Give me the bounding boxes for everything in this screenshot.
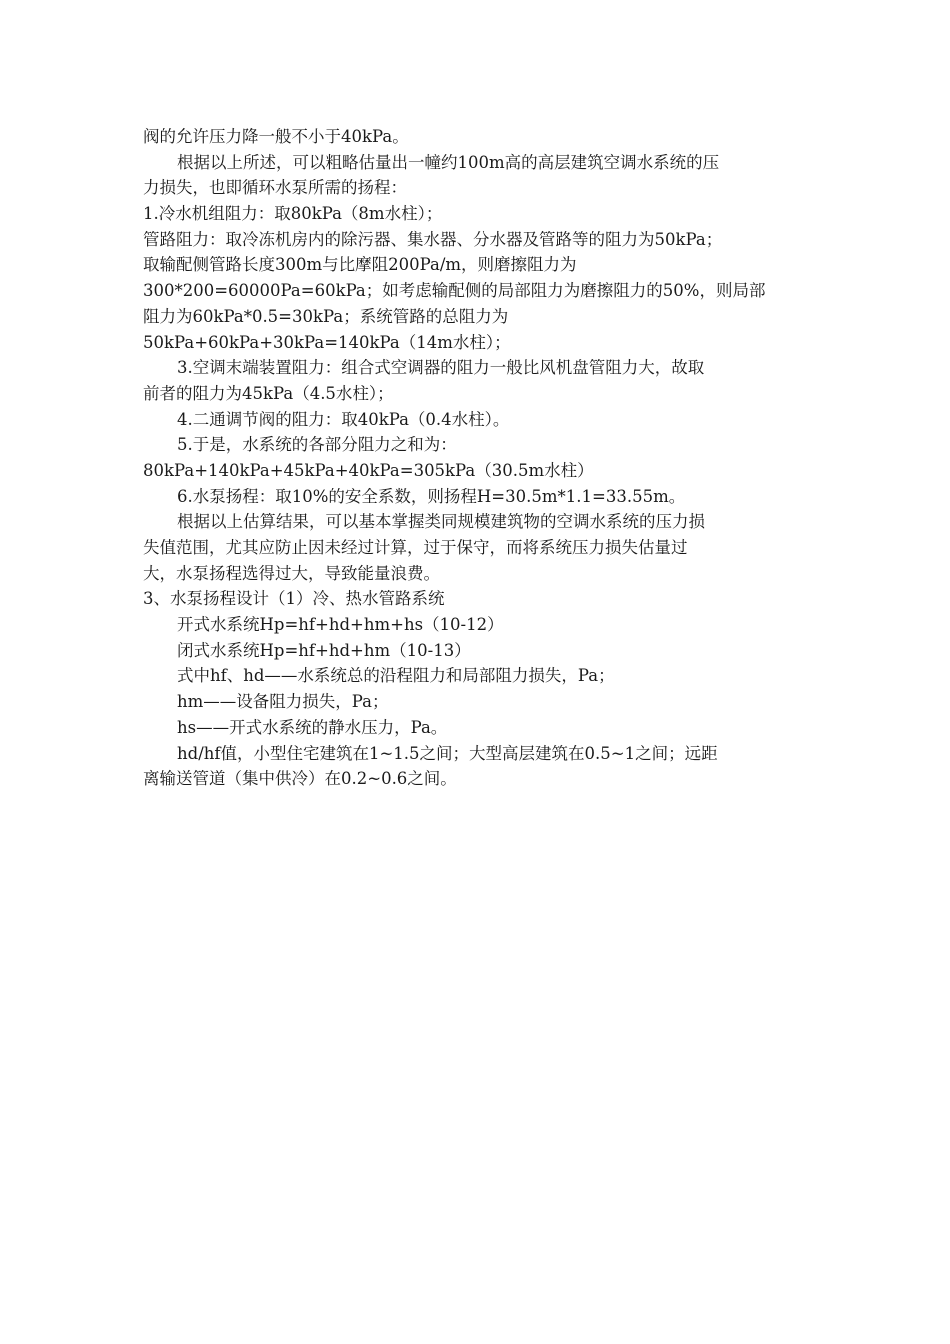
text-line: 1.冷水机组阻力：取80kPa（8m水柱）； (143, 204, 443, 224)
text-line: 根据以上所述，可以粗略估量出一幢约100m高的高层建筑空调水系统的压 (177, 152, 720, 172)
formula-line: 闭式水系统Hp=hf+hd+hm（10-13） (177, 640, 471, 660)
section-heading: 3、水泵扬程设计（1）冷、热水管路系统 (143, 589, 445, 609)
text-line: hm——设备阻力损失，Pa； (177, 692, 389, 712)
text-line: 4.二通调节阀的阻力：取40kPa（0.4水柱）。 (177, 409, 510, 429)
text-line: 50kPa+60kPa+30kPa=140kPa（14m水柱）； (143, 332, 511, 352)
text-line: 阻力为60kPa*0.5=30kPa；系统管路的总阻力为 (143, 306, 509, 326)
text-line: 管路阻力：取冷冻机房内的除污器、集水器、分水器及管路等的阻力为50kPa； (143, 229, 723, 249)
text-line: 离输送管道（集中供冷）在0.2~0.6之间。 (143, 769, 457, 789)
text-line: 3.空调末端装置阻力：组合式空调器的阻力一般比风机盘管阻力大，故取 (177, 358, 705, 378)
text-line: 80kPa+140kPa+45kPa+40kPa=305kPa（30.5m水柱） (143, 460, 594, 480)
text-line: 根据以上估算结果，可以基本掌握类同规模建筑物的空调水系统的压力损 (177, 512, 705, 532)
document-body (143, 124, 805, 792)
text-line: 失值范围，尤其应防止因未经过计算，过于保守，而将系统压力损失估量过 (143, 538, 688, 557)
text-line: 5.于是，水系统的各部分阻力之和为： (177, 435, 457, 455)
text-line: 6.水泵扬程：取10%的安全系数，则扬程H=30.5m*1.1=33.55m。 (177, 486, 686, 506)
text-line: 式中hf、hd——水系统总的沿程阻力和局部阻力损失，Pa； (177, 666, 615, 686)
formula-line: 开式水系统Hp=hf+hd+hm+hs（10-12） (177, 615, 504, 635)
text-line: 大，水泵扬程选得过大，导致能量浪费。 (143, 563, 440, 583)
text-line: 300*200=60000Pa=60kPa；如考虑输配侧的局部阻力为磨擦阻力的50%，则局部 (143, 281, 766, 301)
text-line: hd/hf值，小型住宅建筑在1~1.5之间；大型高层建筑在0.5~1之间；远距 (177, 743, 718, 763)
text-line: hs——开式水系统的静水压力，Pa。 (177, 717, 448, 737)
text-line: 阀的允许压力降一般不小于40kPa。 (143, 127, 409, 146)
text-line: 前者的阻力为45kPa（4.5水柱）； (143, 383, 394, 403)
text-line: 力损失，也即循环水泵所需的扬程： (143, 178, 407, 198)
text-line: 取输配侧管路长度300m与比摩阻200Pa/m，则磨擦阻力为 (143, 255, 577, 275)
